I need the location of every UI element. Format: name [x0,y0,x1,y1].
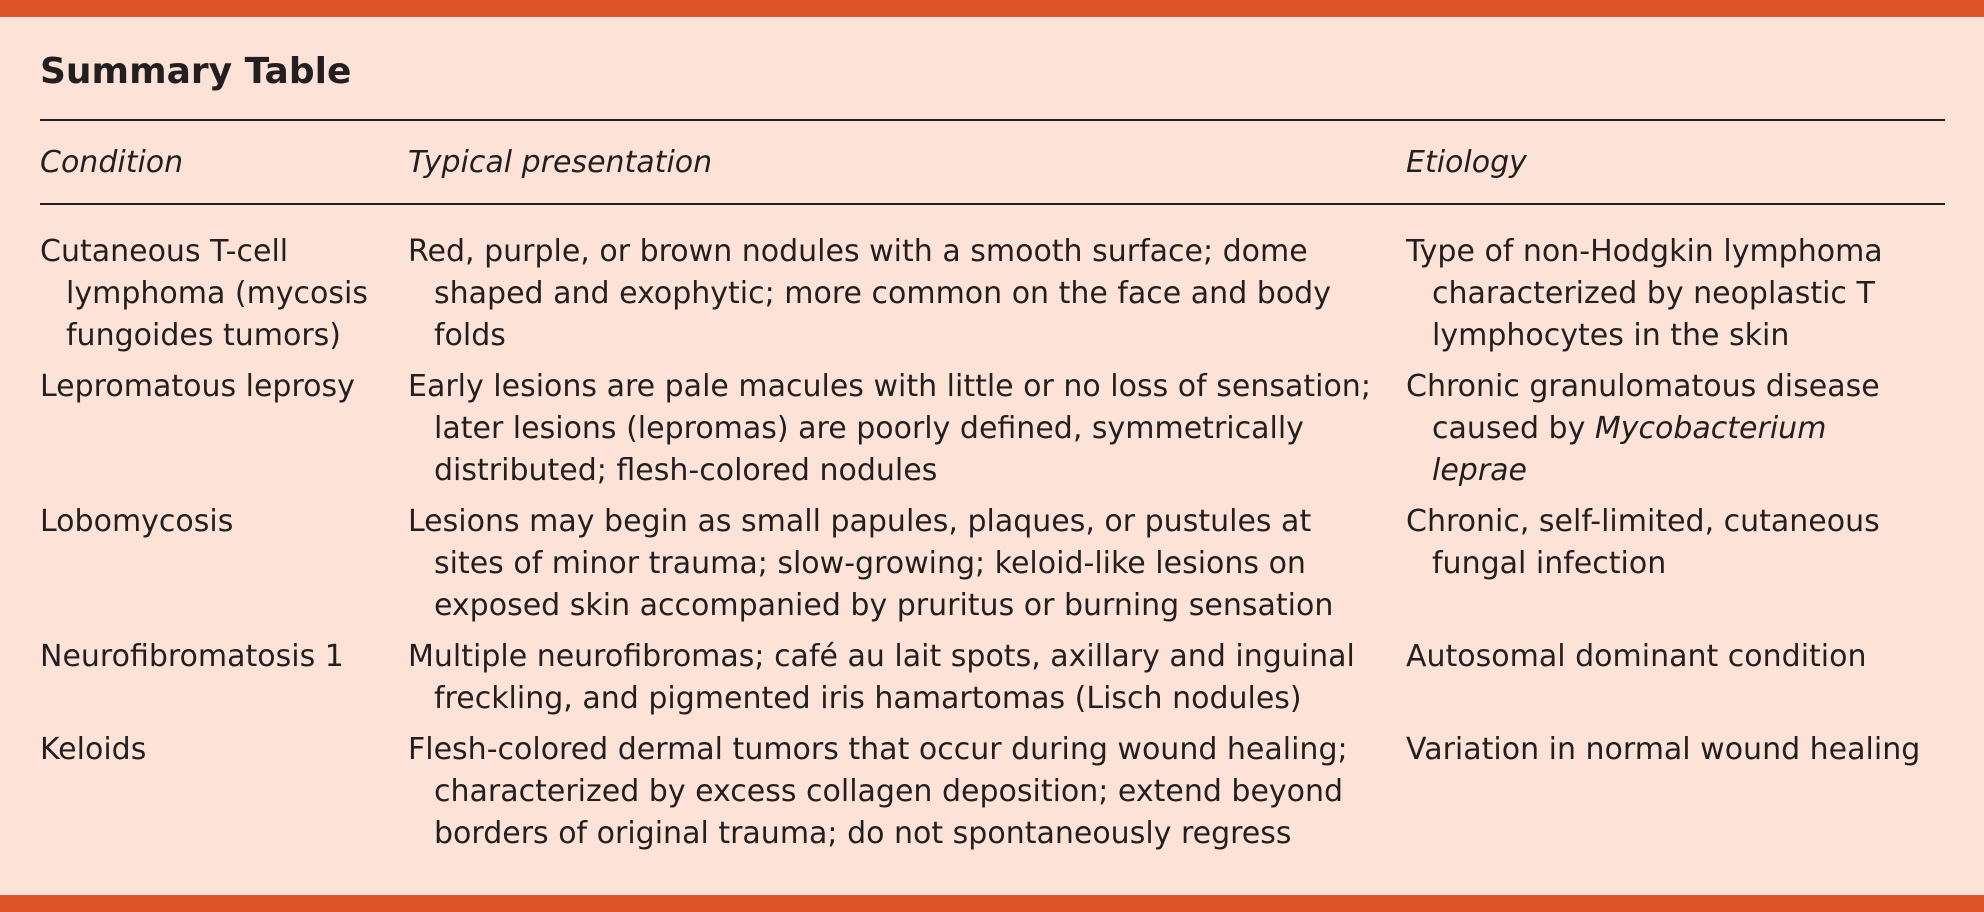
summary-table-panel [40,42,1945,864]
column-header-etiology: Etiology [1406,121,1945,204]
bottom-accent-bar [0,895,1984,912]
cell-etiology: Variation in normal wound healing [1406,732,1921,767]
cell-condition: Lepromatous leprosy [40,369,355,404]
cell-presentation: Red, purple, or brown nodules with a smooth surface; dome shaped and exophytic; more common on the face and body folds [408,234,1331,353]
table-row [40,729,1945,864]
cell-etiology [1406,366,1945,501]
cell-presentation: Early lesions are pale macules with little or no loss of sensation; later lesions (lepromas) are poorly defined, symmetrically distributed; flesh-colored nodules [408,369,1371,488]
organism-name: Mycobacterium leprae [1432,411,1827,488]
table-row [40,636,1945,729]
column-header-presentation: Typical presentation [408,121,1406,204]
cell-condition: Lobomycosis [40,504,234,539]
cell-condition: Keloids [40,732,147,767]
cell-etiology: Autosomal dominant condition [1406,639,1867,674]
table-header [40,121,1945,204]
column-header-condition: Condition [40,121,408,204]
table-row [40,204,1945,366]
cell-condition: Cutaneous T-cell lymphoma (mycosis fungoides tumors) [40,234,368,353]
cell-presentation: Lesions may begin as small papules, plaques, or pustules at sites of minor trauma; slow-growing; keloid-like lesions on exposed skin accompanied by pruritus or burning sensation [408,504,1334,623]
cell-etiology: Type of non-Hodgkin lymphoma characterized by neoplastic T lymphocytes in the skin [1406,234,1883,353]
cell-condition: Neurofibromatosis 1 [40,639,344,674]
top-accent-bar [0,0,1984,17]
cell-presentation: Multiple neurofibromas; café au lait spots, axillary and inguinal freckling, and pigmented iris hamartomas (Lisch nodules) [408,639,1355,716]
cell-presentation: Flesh-colored dermal tumors that occur during wound healing; characterized by excess collagen deposition; extend beyond borders of original trauma; do not spontaneously regress [408,732,1348,851]
cell-etiology: Chronic, self-limited, cutaneous fungal infection [1406,504,1880,581]
page-title: Summary Table [40,42,1945,121]
summary-table [40,121,1945,864]
table-header-row [40,121,1945,204]
table-body [40,204,1945,864]
table-row [40,366,1945,501]
etiology-text: Chronic granulomatous disease caused by [1406,369,1880,446]
table-row [40,501,1945,636]
